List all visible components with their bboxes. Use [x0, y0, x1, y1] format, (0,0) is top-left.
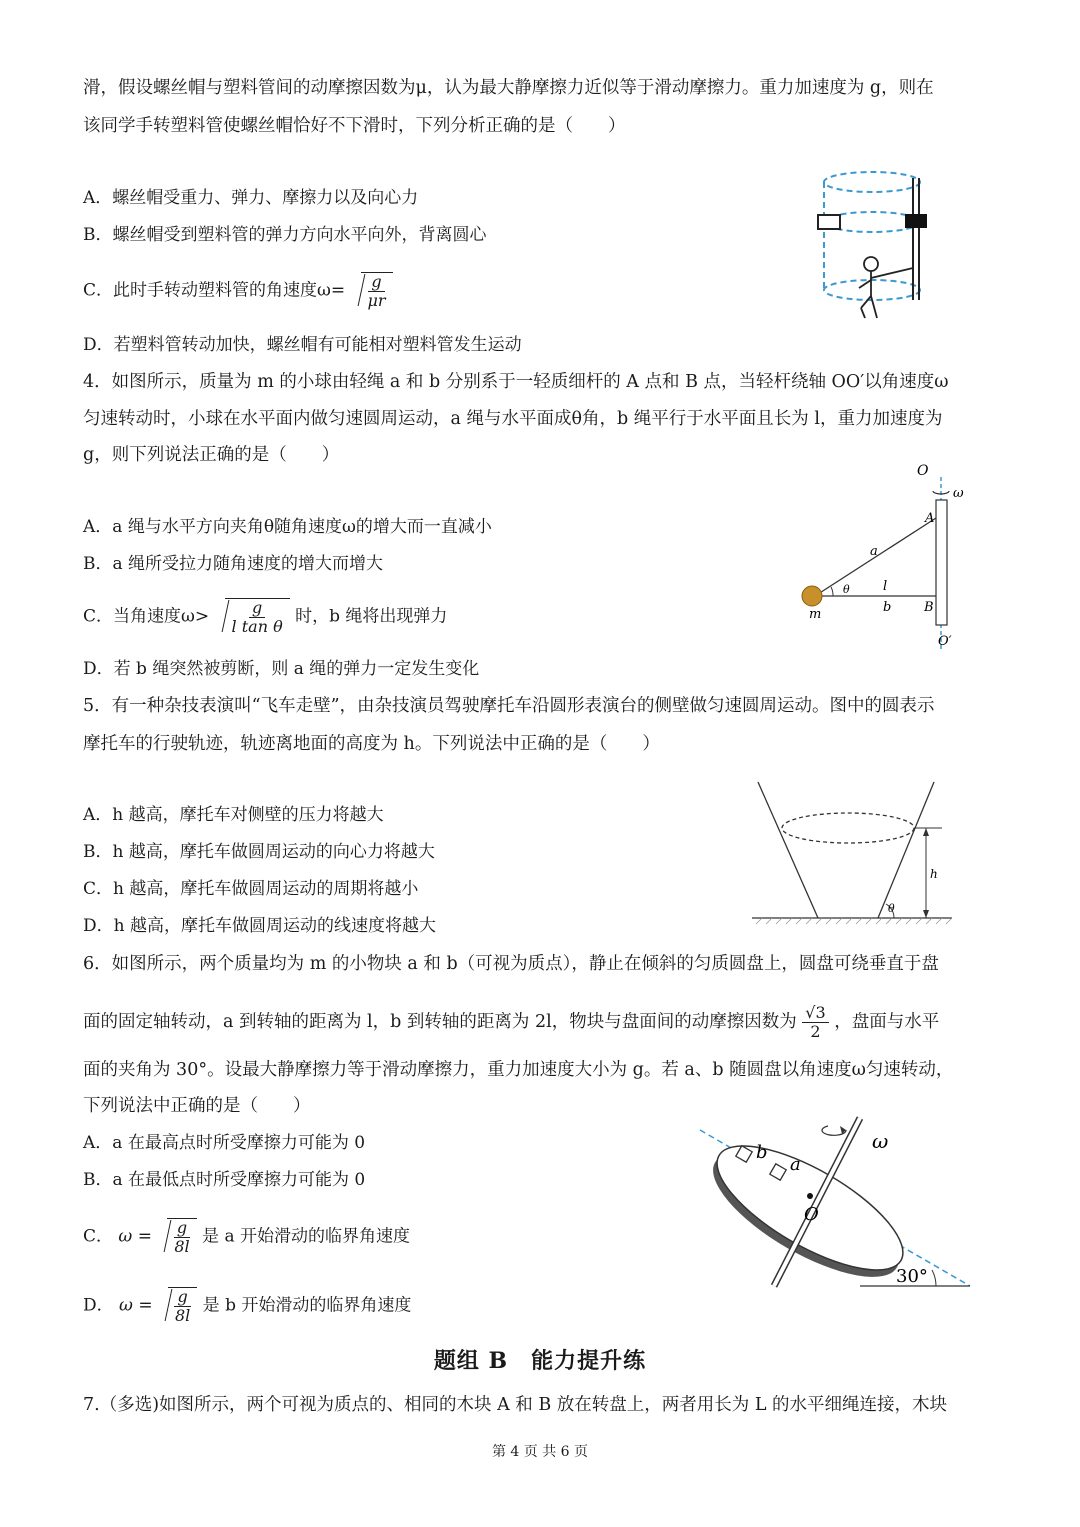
q4-figure	[795, 465, 985, 655]
q4-fig-O-prime: O′	[938, 634, 952, 649]
q5-fig-h: h	[930, 867, 938, 881]
q4-fig-a: a	[870, 544, 878, 559]
q3-option-c-num: g	[368, 273, 384, 292]
q6-line1: 6．如图所示，两个质量均为 m 的小物块 a 和 b（可视为质点），静止在倾斜的匀质圆盘上，圆盘可绕垂直于盘	[83, 954, 939, 974]
q3-option-b: B．螺丝帽受到塑料管的弹力方向水平向外，背离圆心	[83, 225, 487, 245]
q3-intro-line2: 该同学手转塑料管使螺丝帽恰好不下滑时，下列分析正确的是（ ）	[83, 116, 626, 136]
q4-option-c	[83, 598, 447, 636]
q5-option-a: A．h 越高，摩托车对侧壁的压力将越大	[83, 805, 384, 825]
q6-fig-omega: ω	[872, 1129, 889, 1153]
q6-option-b: B．a 在最低点时所受摩擦力可能为 0	[83, 1170, 366, 1190]
q6-line3: 面的夹角为 30°。设最大静摩擦力等于滑动摩擦力，重力加速度大小为 g。若 a、b 随圆盘以角速度ω匀速转动，	[83, 1060, 954, 1080]
q4-fig-omega: ω	[953, 486, 964, 501]
q3-option-a: A．螺丝帽受重力、弹力、摩擦力以及向心力	[83, 188, 419, 208]
q4-fig-B: B	[924, 600, 934, 615]
q3-figure	[815, 168, 930, 328]
q5-option-d: D．h 越高，摩托车做圆周运动的线速度将越大	[83, 916, 436, 936]
q6-option-d-eq: ω =	[119, 1295, 153, 1316]
q5-option-c: C．h 越高，摩托车做圆周运动的周期将越小	[83, 879, 419, 899]
q3-intro-line1: 滑，假设螺丝帽与塑料管间的动摩擦因数为μ，认为最大静摩擦力近似等于滑动摩擦力。重力加速度为 g，则在	[83, 78, 934, 98]
q4-fig-b: b	[883, 600, 892, 615]
q6-option-c-eq: ω =	[118, 1226, 152, 1247]
q4-line1: 4．如图所示，质量为 m 的小球由轻绳 a 和 b 分别系于一轻质细杆的 A 点和 B 点，当轻杆绕轴 OO′以角速度ω	[83, 372, 949, 392]
q5-line1: 5．有一种杂技表演叫“飞车走壁”，由杂技演员驾驶摩托车沿圆形表演台的侧壁做匀速圆周运动。图中的圆表示	[83, 696, 935, 716]
q4-fig-A: A	[925, 511, 935, 526]
q6-line4: 下列说法中正确的是（ ）	[83, 1096, 311, 1116]
q6-fig-a: a	[790, 1154, 801, 1175]
q4-option-c-radical	[215, 598, 290, 636]
q4-option-c-num: g	[249, 599, 265, 618]
q4-option-c-den: l tan θ	[231, 617, 283, 636]
q6-option-c-den: 8l	[174, 1237, 190, 1256]
q3-option-d: D．若塑料管转动加快，螺丝帽有可能相对塑料管发生运动	[83, 335, 522, 355]
q4-option-c-post: 时，b 绳将出现弹力	[295, 606, 448, 627]
q4-fig-theta: θ	[843, 583, 850, 596]
q5-option-b: B．h 越高，摩托车做圆周运动的向心力将越大	[83, 842, 435, 862]
q6-option-d-den: 8l	[174, 1306, 191, 1325]
q6-mu-num: √3	[802, 1004, 828, 1023]
q4-line3: g，则下列说法正确的是（ ）	[83, 445, 340, 465]
q6-option-d-radical	[158, 1287, 197, 1325]
q3-option-c-radical	[351, 272, 393, 310]
q5-line2: 摩托车的行驶轨迹，轨迹离地面的高度为 h。下列说法中正确的是（ ）	[83, 734, 660, 754]
q6-option-c-post: 是 a 开始滑动的临界角速度	[202, 1226, 410, 1247]
q6-fig-angle: 30°	[896, 1266, 928, 1287]
q6-option-d	[83, 1287, 411, 1325]
q6-option-c-radical	[157, 1218, 196, 1256]
q4-option-a: A．a 绳与水平方向夹角θ随角速度ω的增大而一直减小	[83, 517, 492, 537]
q6-fig-O: O	[804, 1204, 819, 1225]
page-footer: 第 4 页 共 6 页	[491, 1444, 589, 1460]
q3-option-c-den: μr	[367, 291, 386, 310]
q3-option-c-label: C．此时手转动塑料管的角速度ω=	[83, 280, 346, 301]
q5-figure	[752, 778, 957, 928]
q4-fig-O: O	[917, 463, 929, 479]
q6-mu-fraction	[802, 1004, 828, 1041]
q7-line1: 7.（多选)如图所示，两个可视为质点的、相同的木块 A 和 B 放在转盘上，两者用长为 L 的水平细绳连接，木块	[83, 1395, 948, 1415]
q6-line2-pre: 面的固定轴转动，a 到转轴的距离为 l，b 到转轴的距离为 2l，物块与盘面间的动摩擦因数为	[83, 1012, 797, 1032]
q6-option-d-post: 是 b 开始滑动的临界角速度	[202, 1295, 412, 1316]
q4-line2: 匀速转动时，小球在水平面内做匀速圆周运动，a 绳与水平面成θ角，b 绳平行于水平面且长为 l，重力加速度为	[83, 409, 943, 429]
q5-fig-theta: θ	[888, 902, 895, 915]
q6-option-d-num: g	[174, 1288, 190, 1307]
q6-line2	[83, 1004, 939, 1041]
q6-option-a: A．a 在最高点时所受摩擦力可能为 0	[83, 1133, 366, 1153]
q4-fig-m: m	[809, 607, 822, 622]
q3-option-c	[83, 272, 393, 310]
q4-fig-l: l	[883, 579, 888, 594]
q6-option-d-pre: D．	[83, 1295, 114, 1316]
q6-option-c-num: g	[174, 1219, 190, 1238]
q6-line2-post: ，盘面与水平	[834, 1012, 940, 1032]
section-heading: 题组 B 能力提升练	[433, 1348, 647, 1374]
q6-option-c-pre: C．	[83, 1226, 114, 1247]
q4-option-d: D．若 b 绳突然被剪断，则 a 绳的弹力一定发生变化	[83, 659, 480, 679]
q6-figure	[700, 1108, 980, 1293]
q4-option-b: B．a 绳所受拉力随角速度的增大而增大	[83, 554, 384, 574]
q6-mu-den: 2	[810, 1022, 821, 1041]
q4-option-c-pre: C．当角速度ω>	[83, 606, 210, 627]
q6-option-c	[83, 1218, 410, 1256]
q6-fig-b: b	[756, 1142, 768, 1163]
